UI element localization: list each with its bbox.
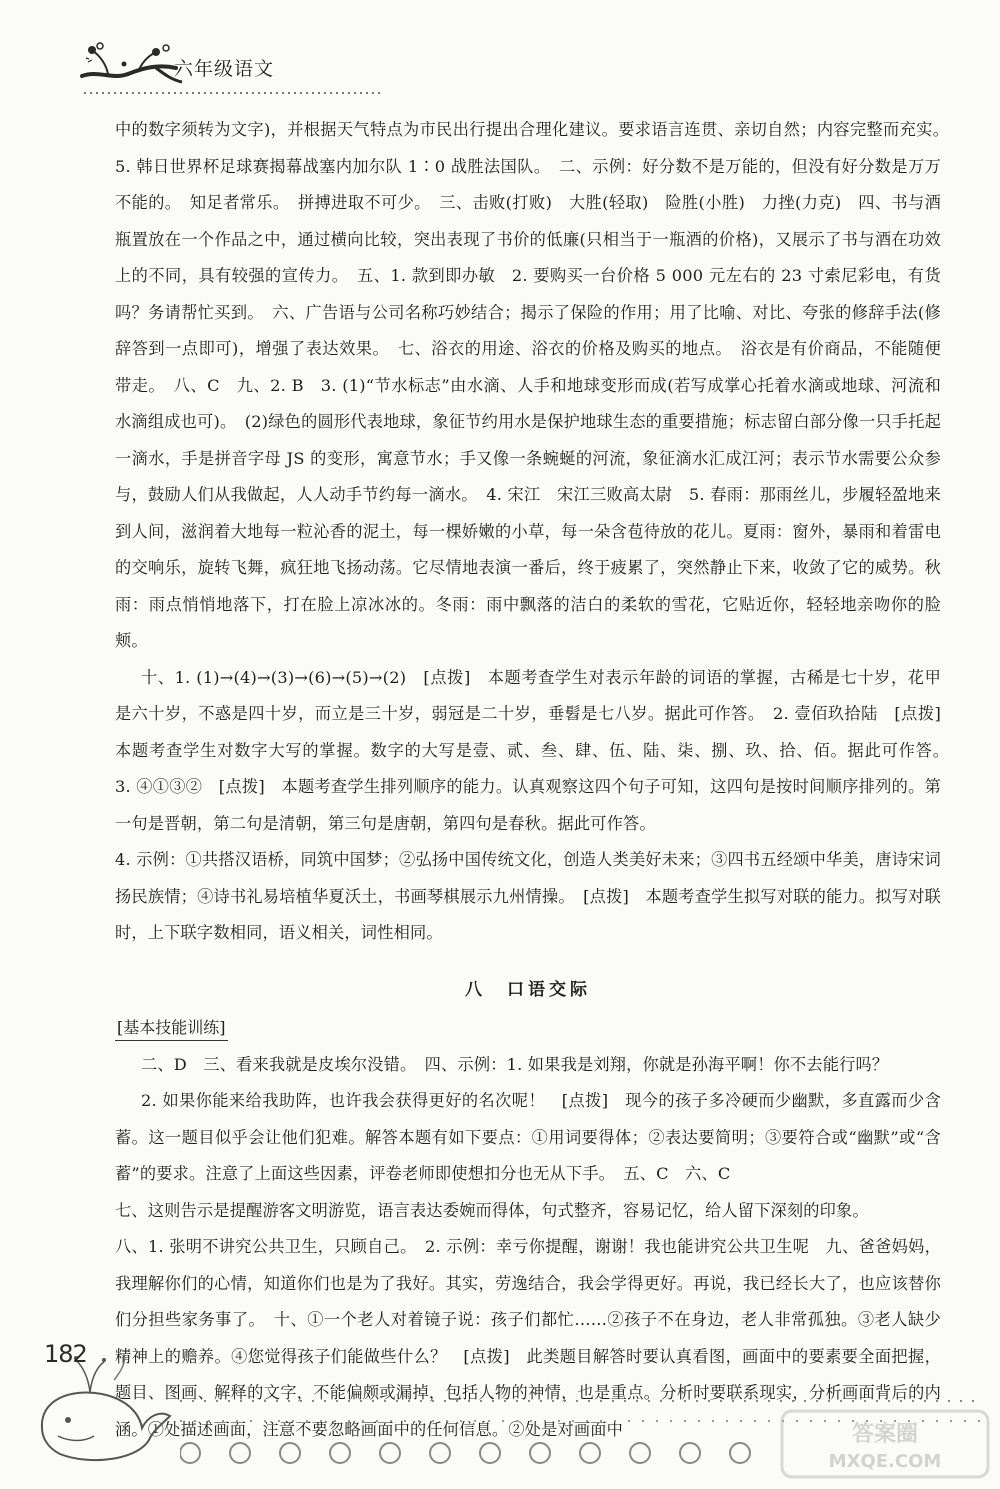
oral-paragraph-2: 2. 如果你能来给我助阵，也许我会获得更好的名次呢！ [点拨] 现今的孩子多冷硬而少幽默，多直露而少含蓄。这一题目似乎会让他们犯难。解答本题有如下要点：①用词要得体；②表达要简明；③要符合或“幽默”或“含蓄”的要求。注意了上面这些因素，评卷老师即使想扣分也无从下手。 五、C 六、C (115, 1091, 941, 1183)
svg-text:MXQE.COM: MXQE.COM (828, 1451, 942, 1472)
page-number: 182 (44, 1340, 87, 1368)
answer-content (115, 112, 958, 1448)
answer-paragraph-2: 十、1. (1)→(4)→(3)→(6)→(5)→(2) [点拨] 本题考查学生对表示年龄的词语的掌握，古稀是七十岁，花甲是六十岁，不惑是四十岁，而立是三十岁，弱冠是二十岁，垂髫是七八岁。据此可作答。 2. 壹佰玖拾陆 [点拨] 本题考查学生对数字大写的掌握。数字的大写是壹、贰、叁、肆、伍、陆、柒、捌、玖、拾、佰。据此可作答。 3. ④①③② [点拨] 本题考查学生排列顺序的能力。认真观察这四个句子可知，这四句是按时间顺序排列的。第一句是晋朝，第二句是清朝，第三句是唐朝，第四句是春秋。据此可作答。 (115, 667, 958, 833)
header-dotted-line (84, 88, 384, 98)
answer-paragraph-3: 4. 示例：①共搭汉语桥，同筑中国梦；②弘扬中国传统文化，创造人类美好未来；③四书五经颂中华美，唐诗宋词扬民族情；④诗书礼易培植华夏沃土，书画琴棋展示九州情操。 [点拨] 本题考查学生拟写对联的能力。拟写对联时，上下联字数相同，语义相关，词性相同。 (115, 850, 941, 942)
oral-paragraph-4: 八、1. 张明不讲究公共卫生，只顾自己。 2. 示例：幸亏你提醒，谢谢！我也能讲究公共卫生呢 九、爸爸妈妈，我理解你们的心情，知道你们也是为了我好。其实，劳逸结合，我会学得更好。再说，我已经长大了，也应该替你们分担些家务事了。 十、①一个老人对着镜子说：孩子们都忙……②孩子不在身边，老人非常孤独。③老人缺少精神上的赡养。④您觉得孩子们能做些什么？ [点拨] 此类题目解答时要认真看图，画面中的要素要全面把握，题目、图画、解释的文字，不能偏颇或漏掉，包括人物的神情，也是重点。分析时要联系现实，分析画面背后的内涵。①处描述画面，注意不要忽略画面中的任何信息。②处是对画面中 (115, 1237, 941, 1439)
answer-paragraph-1: 中的数字须转为文字)，并根据天气特点为市民出行提出合理化建议。要求语言连贯、亲切自然；内容完整而充实。 5. 韩日世界杯足球赛揭幕战塞内加尔队 1∶0 战胜法国队。 二、示例：好分数不是万能的，但没有好分数是万万不能的。 知足者常乐。 拼搏进取不可少。 三、击败(打败) 大胜(轻取) 险胜(小胜) 力挫(力克) 四、书与酒瓶置放在一个作品之中，通过横向比较，突出表现了书价的低廉(只相当于一瓶酒的价格)，又展示了书与酒在功效上的不同，具有较强的宣传力。 五、1. 款到即办敏 2. 要购买一台价格 5 000 元左右的 23 寸索尼彩电，有货吗？务请帮忙买到。 六、广告语与公司名称巧妙结合；揭示了保险的作用；用了比喻、对比、夸张的修辞手法(修辞答到一点即可)，增强了表达效果。 七、浴衣的用途、浴衣的价格及购买的地点。 浴衣是有价商品，不能随便带走。 八、C 九、2. B 3. (1)“节水标志”由水滴、人手和地球变形而成(若写成掌心托着水滴或地球、河流和水滴组成也可)。 (2)绿色的圆形代表地球，象征节约用水是保护地球生态的重要措施；标志留白部分像一只手托起一滴水，手是拼音字母 JS 的变形，寓意节水；手又像一条蜿蜒的河流，象征滴水汇成江河；表示节水需要公众参与，鼓励人们从我做起，人人动手节约每一滴水。 4. 宋江 宋江三败高太尉 5. 春雨：那雨丝儿，步履轻盈地来到人间，滋润着大地每一粒沁香的泥土，每一棵娇嫩的小草，每一朵含苞待放的花儿。夏雨：窗外，暴雨和着雷电的交响乐，旋转飞舞，疯狂地飞扬动荡。它尽情地表演一番后，终于疲累了，突然静止下来，收敛了它的威势。秋雨：雨点悄悄地落下，打在脸上凉冰冰的。冬雨：雨中飘落的洁白的柔软的雪花，它贴近你，轻轻地亲吻你的脸颊。 (115, 120, 958, 650)
page-header (78, 28, 378, 98)
section-tag: [基本技能训练] (115, 1016, 228, 1041)
watermark-logo-icon (780, 1409, 990, 1479)
oral-paragraph-3: 七、这则告示是提醒游客文明游览，语言表达委婉而得体，句式整齐，容易记忆，给人留下深刻的印象。 (115, 1200, 869, 1220)
svg-text:答案圈: 答案圈 (851, 1422, 919, 1447)
oral-paragraph-1: 二、D 三、看来我就是皮埃尔没错。 四、示例：1. 如果我是刘翔，你就是孙海平啊！你不去能行吗？ (141, 1054, 889, 1074)
header-title: 六年级语文 (174, 58, 275, 80)
section-title: 八 口语交际 (465, 979, 591, 1000)
plum-branch-icon (78, 34, 188, 94)
